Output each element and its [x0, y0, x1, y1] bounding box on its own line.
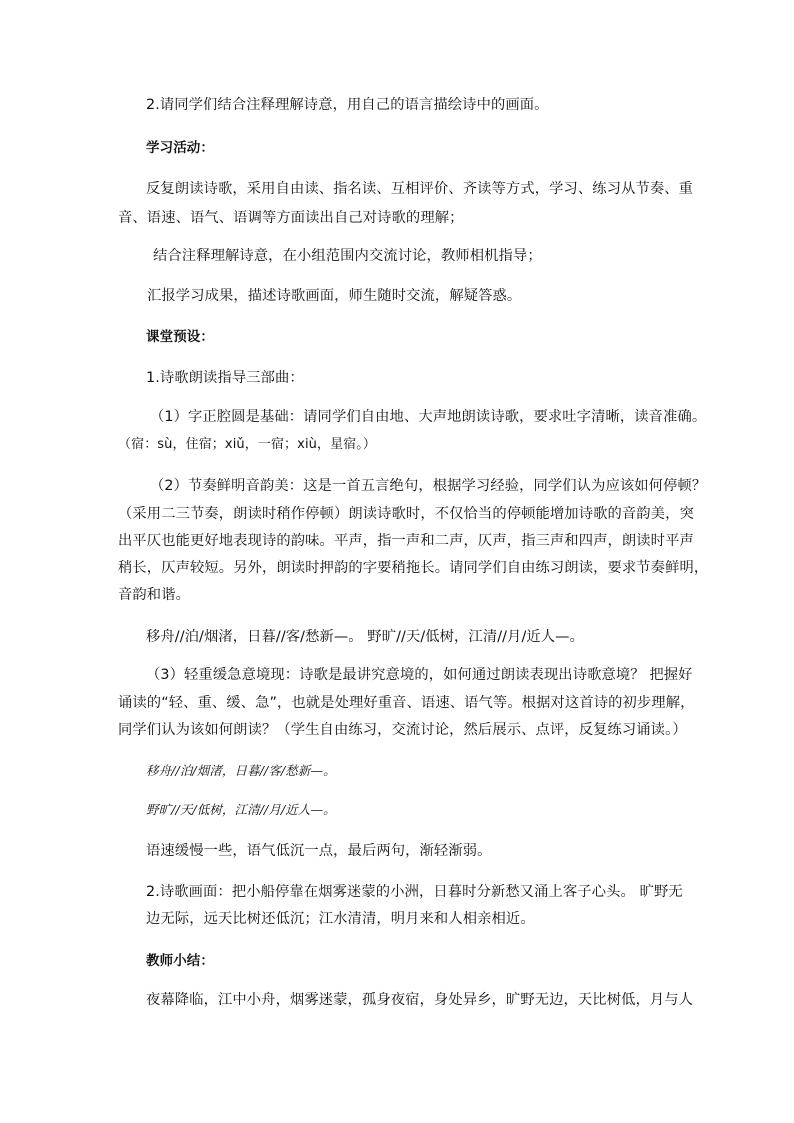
intro-task: 2.请同学们结合注释理解诗意，用自己的语言描绘诗中的画面。	[146, 97, 549, 113]
picture-line2: 边无际，远天比树还低沉；江水清清，明月来和人相亲相近。	[146, 911, 535, 927]
step1-line1: （1）字正腔圆是基础：请同学们自由地、大声地朗读诗歌，要求吐字清晰，读音准确。	[150, 409, 707, 425]
poem-line-2: 野旷//天/低树，江清//月/近人—。	[146, 802, 336, 817]
summary-paragraph: 夜幕降临，江中小舟，烟雾迷蒙，孤身夜宿，身处异乡，旷野无边，天比树低，月与人	[146, 992, 694, 1008]
poem-line-1: 移舟//泊/烟渚，日暮//客/愁新—。	[146, 763, 336, 778]
rhythm-line: 移舟//泊/烟渚，日暮//客/愁新—。 野旷//天/低树，江清//月/近人—。	[146, 629, 584, 645]
step3-line1: （3）轻重缓急意境现：诗歌是最讲究意境的，如何通过朗读表现出诗歌意境？ 把握好	[146, 667, 693, 683]
activity-p1-line2: 音、语速、语气、语调等方面读出自己对诗歌的理解；	[118, 210, 464, 226]
step1-line2: （宿：sù，住宿；xiǔ，一宿；xiù，星宿。）	[118, 437, 377, 452]
step3-line3: 同学们认为该如何朗读？（学生自由练习，交流讨论，然后展示、点评，反复练习诵读。）	[118, 722, 687, 738]
pace-note: 语速缓慢一些，语气低沉一点，最后两句，渐轻渐弱。	[146, 843, 492, 859]
activity-heading: 学习活动：	[146, 140, 214, 156]
step2-line5: 音韵和谐。	[118, 587, 190, 603]
preset-heading: 课堂预设：	[146, 329, 214, 345]
step2-line4: 稍长，仄声较短。另外，朗读时押韵的字要稍拖长。请同学们自由练习朗读，要求节奏鲜明，	[118, 560, 709, 576]
summary-heading: 教师小结：	[146, 953, 214, 969]
step2-line3: 出平仄也能更好地表现诗的韵味。平声，指一声和二声，仄声，指三声和四声，朗读时平声	[118, 533, 694, 549]
picture-line1: 2.诗歌画面：把小船停靠在烟雾迷蒙的小洲，日暮时分新愁又涌上客子心头。 旷野无	[146, 884, 683, 900]
activity-p1-line1: 反复朗读诗歌，采用自由读、指名读、互相评价、齐读等方式，学习、练习从节奏、重	[146, 181, 694, 197]
step3-line2: 诵读的“轻、重、缓、急”，也就是处理好重音、语速、语气等。根据对这首诗的初步理解，	[118, 695, 695, 711]
activity-p2: 结合注释理解诗意，在小组范围内交流讨论，教师相机指导；	[153, 248, 542, 264]
guide-title: 1.诗歌朗读指导三部曲：	[146, 370, 304, 386]
activity-p3: 汇报学习成果，描述诗歌画面，师生随时交流，解疑答惑。	[147, 288, 522, 304]
step2-line2: （采用二三节奏，朗读时稍作停顿）朗读诗歌时，不仅恰当的停顿能增加诗歌的音韵美，突	[118, 506, 694, 522]
step2-line1: （2）节奏鲜明音韵美：这是一首五言绝句，根据学习经验，同学们认为应该如何停顿？	[150, 478, 707, 494]
